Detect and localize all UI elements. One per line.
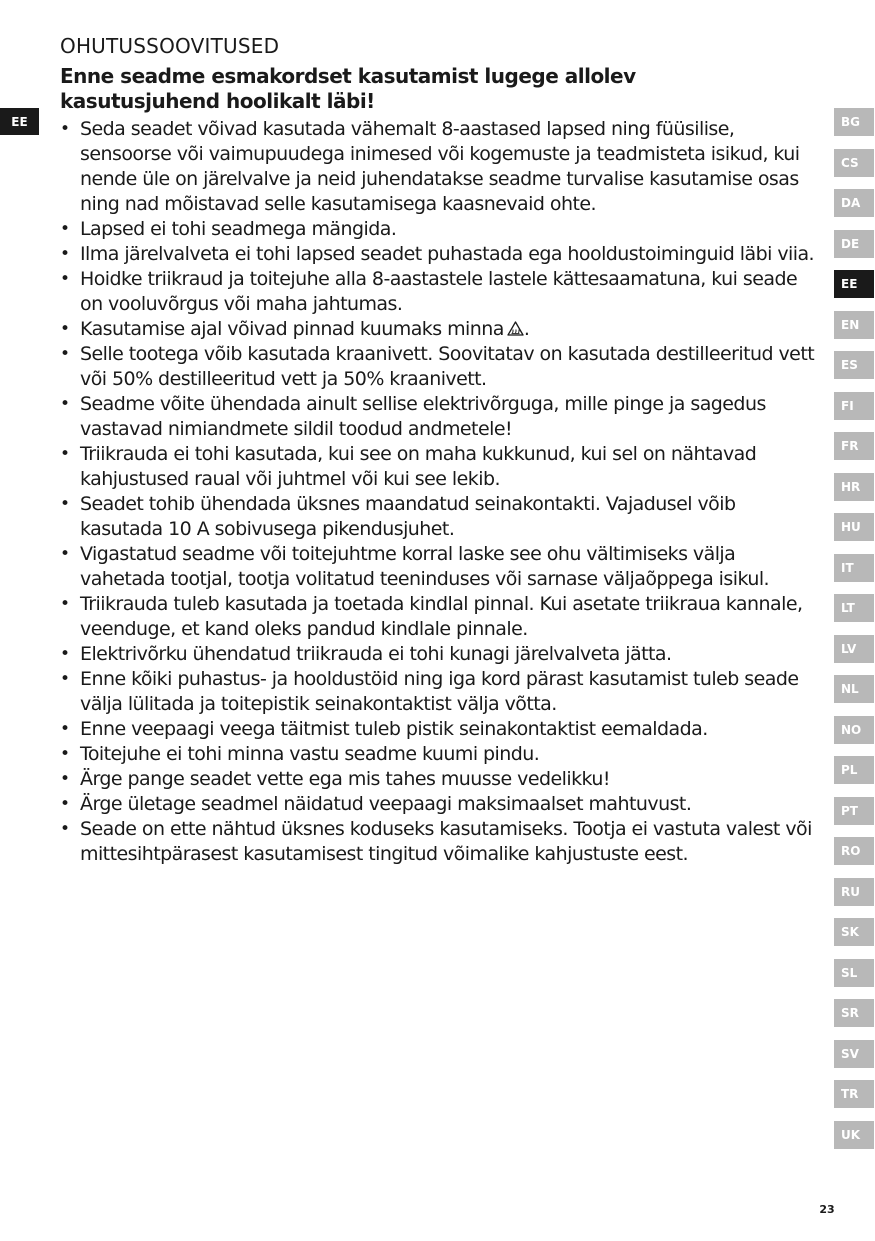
language-tab-lt[interactable]: LT xyxy=(834,594,874,622)
language-tab-hu[interactable]: HU xyxy=(834,513,874,541)
hot-surface-warning-icon xyxy=(507,318,524,333)
list-item: • Ärge ületage seadmel näidatud veepaagi maksimaalset mahtuvust. xyxy=(60,792,820,817)
language-tab-en[interactable]: EN xyxy=(834,311,874,339)
list-item: • Seadet tohib ühendada üksnes maandatud seinakontakti. Vajadusel võib kasutada 10 A sobivusega pikendusjuhet. xyxy=(60,492,820,542)
list-item: • Selle tootega võib kasutada kraanivett. Soovitatav on kasutada destilleeritud vett või 50% destilleeritud vett ja 50% kraanivett. xyxy=(60,342,820,392)
list-item: • Elektrivõrku ühendatud triikrauda ei tohi kunagi järelvalveta jätta. xyxy=(60,642,820,667)
language-tab-nl[interactable]: NL xyxy=(834,675,874,703)
language-tab-sr[interactable]: SR xyxy=(834,999,874,1027)
list-item: • Vigastatud seadme või toitejuhtme korral laske see ohu vältimiseks välja vahetada tootjal, tootja volitatud teeninduses või sarnase väljaõppega isikul. xyxy=(60,542,820,592)
language-tab-sk[interactable]: SK xyxy=(834,918,874,946)
language-tab-pt[interactable]: PT xyxy=(834,797,874,825)
list-item: • Ilma järelvalveta ei tohi lapsed seadet puhastada ega hooldustoiminguid läbi viia. xyxy=(60,242,820,267)
list-item: • Seda seadet võivad kasutada vähemalt 8-aastased lapsed ning füüsilise, sensoorse või vaimupuudega inimesed või kogemuste ja teadmisteta isikud, kui nende üle on järelvalve ja neid juhendatakse seadme turvalise kasutamise osas ning nad mõistavad selle kasutamisega kaasnevaid ohte. xyxy=(60,117,820,217)
language-tab-pl[interactable]: PL xyxy=(834,756,874,784)
list-item: • Seade on ette nähtud üksnes koduseks kasutamiseks. Tootja ei vastuta valest või mittesihtpärasest kasutamisest tingitud võimalike kahjustuste eest. xyxy=(60,817,820,867)
language-tab-da[interactable]: DA xyxy=(834,189,874,217)
language-index xyxy=(834,108,874,1161)
current-language-tab: EE xyxy=(0,108,39,135)
language-tab-tr[interactable]: TR xyxy=(834,1080,874,1108)
list-item: • Enne veepaagi veega täitmist tuleb pistik seinakontaktist eemaldada. xyxy=(60,717,820,742)
language-tab-de[interactable]: DE xyxy=(834,230,874,258)
language-tab-fi[interactable]: FI xyxy=(834,392,874,420)
section-title: OHUTUSSOOVITUSED xyxy=(60,34,280,58)
language-tab-es[interactable]: ES xyxy=(834,351,874,379)
language-tab-bg[interactable]: BG xyxy=(834,108,874,136)
language-tab-cs[interactable]: CS xyxy=(834,149,874,177)
language-tab-fr[interactable]: FR xyxy=(834,432,874,460)
list-item: • Kasutamise ajal võivad pinnad kuumaks minna . xyxy=(60,317,820,342)
list-item: • Lapsed ei tohi seadmega mängida. xyxy=(60,217,820,242)
list-item: • Hoidke triikraud ja toitejuhe alla 8-aastastele lastele kättesaamatuna, kui seade on vooluvõrgus või maha jahtumas. xyxy=(60,267,820,317)
intro-warning: Enne seadme esmakordset kasutamist lugege allolev kasutusjuhend hoolikalt läbi! xyxy=(60,64,636,113)
list-item: • Toitejuhe ei tohi minna vastu seadme kuumi pindu. xyxy=(60,742,820,767)
language-tab-it[interactable]: IT xyxy=(834,554,874,582)
language-tab-sv[interactable]: SV xyxy=(834,1040,874,1068)
language-tab-ro[interactable]: RO xyxy=(834,837,874,865)
language-tab-sl[interactable]: SL xyxy=(834,959,874,987)
language-tab-uk[interactable]: UK xyxy=(834,1121,874,1149)
list-item: • Enne kõiki puhastus- ja hooldustöid ning iga kord pärast kasutamist tuleb seade välja lülitada ja toitepistik seinakontaktist välja võtta. xyxy=(60,667,820,717)
language-tab-ru[interactable]: RU xyxy=(834,878,874,906)
language-tab-no[interactable]: NO xyxy=(834,716,874,744)
language-tab-lv[interactable]: LV xyxy=(834,635,874,663)
list-item: • Triikrauda tuleb kasutada ja toetada kindlal pinnal. Kui asetate triikraua kannale, veenduge, et kand oleks pandud kindlale pinnale. xyxy=(60,592,820,642)
page-number: 23 xyxy=(819,1203,835,1216)
list-item: • Seadme võite ühendada ainult sellise elektrivõrguga, mille pinge ja sagedus vastavad nimiandmete sildil toodud andmetele! xyxy=(60,392,820,442)
list-item: • Ärge pange seadet vette ega mis tahes muusse vedelikku! xyxy=(60,767,820,792)
safety-rules-list xyxy=(60,117,820,867)
language-tab-ee[interactable]: EE xyxy=(834,270,874,298)
list-item: • Triikrauda ei tohi kasutada, kui see on maha kukkunud, kui sel on nähtavad kahjustused raual või juhtmel või kui see lekib. xyxy=(60,442,820,492)
language-tab-hr[interactable]: HR xyxy=(834,473,874,501)
